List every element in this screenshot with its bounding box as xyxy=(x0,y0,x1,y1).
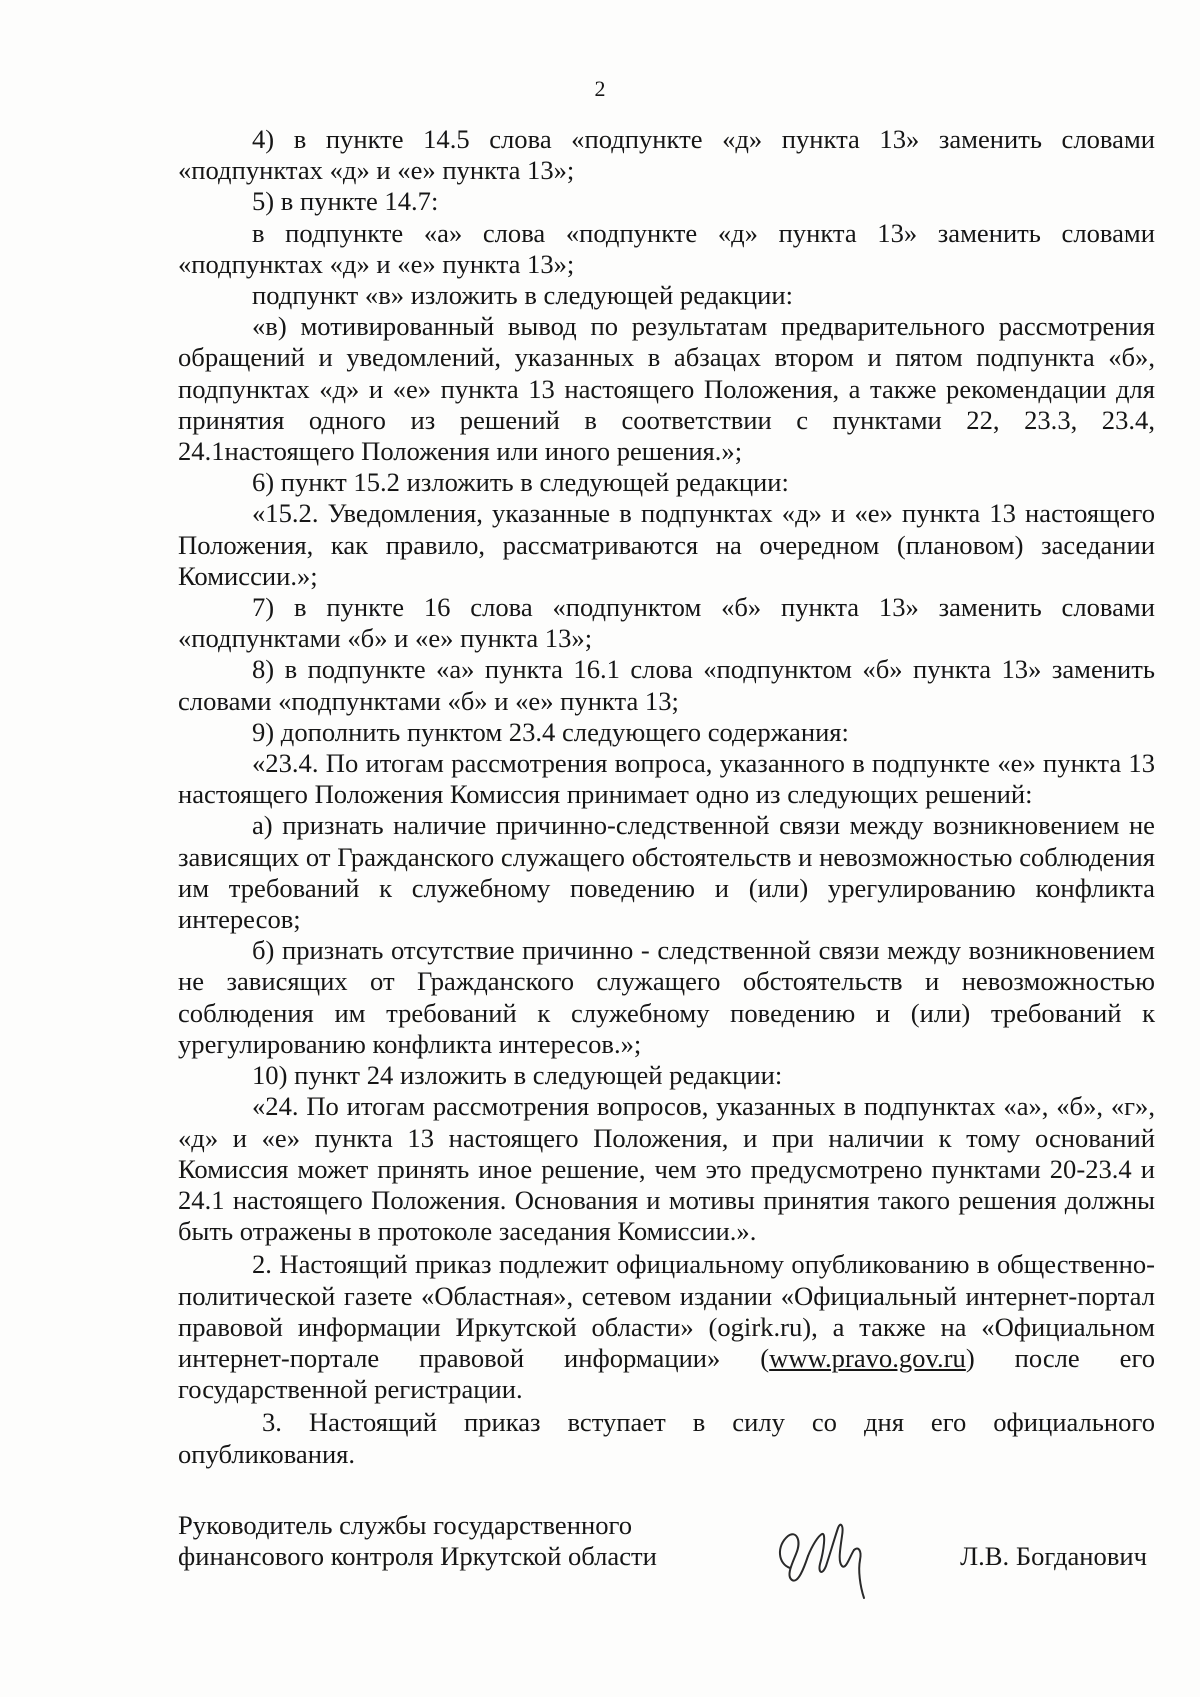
signatory-position xyxy=(178,1510,657,1572)
paragraph-item-10-text: «24. По итогам рассмотрения вопросов, указанных в подпунктах «а», «б», «г», «д» и «е» пункта 13 настоящего Положения, и при наличии к тому оснований Комиссия может принять иное решение, чем это предусмотрено пунктами 20-23.4 и 24.1 настоящего Положения. Основания и мотивы принятия такого решения должны быть отражены в протоколе заседания Комиссии.». xyxy=(178,1091,1155,1247)
clause-2-text-before: 2. Настоящий приказ подлежит официальному опубликованию в общественно-политической газете «Областная», сетевом издании «Официальный интернет-портал правовой информации Иркутской области» (ogirk.ru), а также на «Официальном интернет-портале правовой информации» ( xyxy=(178,1249,1155,1373)
paragraph-item-9: 9) дополнить пунктом 23.4 следующего содержания: xyxy=(252,716,849,747)
paragraph-clause-3: 3. Настоящий приказ вступает в силу со дня его официального опубликования. xyxy=(178,1407,1155,1469)
paragraph-item-9-b: б) признать отсутствие причинно - следственной связи между возникновением не зависящих от Гражданского служащего обстоятельств и невозможностью соблюдения им требований к служебному поведению и (или) требований к урегулированию конфликта интересов.»; xyxy=(178,935,1155,1059)
paragraph-item-5-v-intro: подпункт «в» изложить в следующей редакции: xyxy=(252,280,794,311)
paragraph-item-5-v-text: «в) мотивированный вывод по результатам предварительного рассмотрения обращений и уведомлений, указанных в абзацах втором и пятом подпункта «б», подпунктах «д» и «е» пункта 13 настоящего Положения, а также рекомендации для принятия одного из решений в соответствии с пунктами 22, 23.3, 23.4, 24.1настоящего Положения или иного решения.»; xyxy=(178,311,1155,467)
paragraph-clause-2 xyxy=(178,1249,1155,1405)
pravo-link[interactable]: www.pravo.gov.ru xyxy=(769,1342,966,1373)
paragraph-item-6-text: «15.2. Уведомления, указанные в подпунктах «д» и «е» пункта 13 настоящего Положения, как правило, рассматриваются на очередном (плановом) заседании Комиссии.»; xyxy=(178,498,1155,591)
page-number: 2 xyxy=(594,76,606,101)
paragraph-item-5-a: в подпункте «а» слова «подпункте «д» пункта 13» заменить словами «подпунктах «д» и «е» пункта 13»; xyxy=(178,217,1155,279)
clause-2-text-after: ) после его государственной регистрации. xyxy=(178,1342,1155,1405)
paragraph-item-4: 4) в пункте 14.5 слова «подпункте «д» пункта 13» заменить словами «подпунктах «д» и «е» пункта 13»; xyxy=(178,124,1155,186)
paragraph-item-8: 8) в подпункте «а» пункта 16.1 слова «подпунктом «б» пункта 13» заменить словами «подпунктами «б» и «е» пункта 13; xyxy=(178,654,1155,716)
handwritten-signature xyxy=(768,1506,878,1606)
signatory-position-line1: Руководитель службы государственного xyxy=(178,1510,633,1540)
document-body xyxy=(178,124,1155,1470)
paragraph-item-5: 5) в пункте 14.7: xyxy=(252,186,439,217)
signature-block xyxy=(178,1510,1155,1590)
paragraph-item-10: 10) пункт 24 изложить в следующей редакции: xyxy=(252,1060,783,1091)
paragraph-item-6: 6) пункт 15.2 изложить в следующей редакции: xyxy=(252,467,789,498)
signatory-name: Л.В. Богданович xyxy=(960,1541,1147,1571)
signatory-position-line2: финансового контроля Иркутской области xyxy=(178,1541,657,1572)
paragraph-item-9-text: «23.4. По итогам рассмотрения вопроса, указанного в подпункте «е» пункта 13 настоящего Положения Комиссия принимает одно из следующих решений: xyxy=(178,748,1155,810)
paragraph-item-7: 7) в пункте 16 слова «подпунктом «б» пункта 13» заменить словами «подпунктами «б» и «е» пункта 13»; xyxy=(178,592,1155,654)
paragraph-item-9-a: а) признать наличие причинно-следственной связи между возникновением не зависящих от Гражданского служащего обстоятельств и невозможностью соблюдения им требований к служебному поведению и (или) урегулированию конфликта интересов; xyxy=(178,810,1155,935)
